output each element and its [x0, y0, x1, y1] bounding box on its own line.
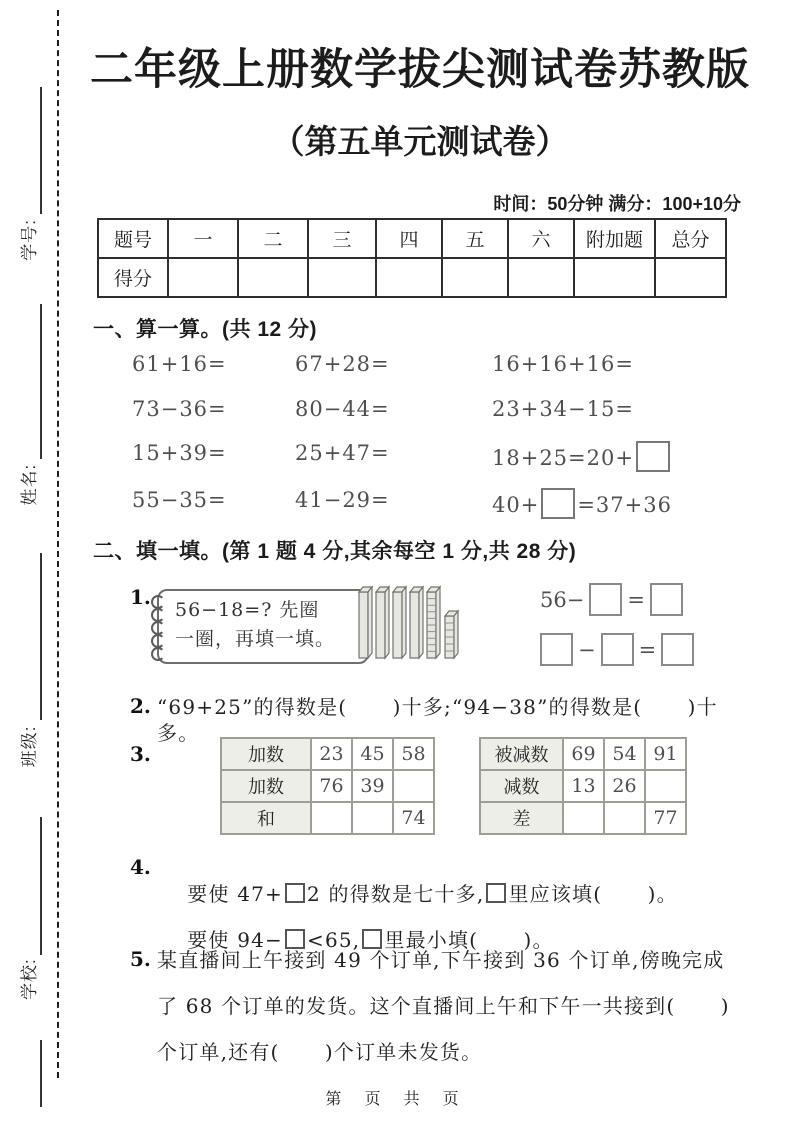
- math-problem: 55−35=: [132, 488, 227, 512]
- math-problem-with-box: [492, 488, 672, 519]
- question5-line2: 了 68 个订单的发货。这个直播间上午和下午一共接到( ): [157, 994, 730, 1018]
- score-table-header-row: [98, 219, 726, 258]
- equation-row: [540, 583, 699, 616]
- answer-box: [540, 633, 573, 666]
- base-ten-blocks-figure: [357, 580, 465, 664]
- seal-dashed-line: [57, 10, 59, 1078]
- table-cell: [604, 802, 645, 834]
- question-text: 里最小填( )。: [384, 928, 554, 952]
- write-line: [20, 817, 42, 955]
- section1-heading: 一、算一算。(共 12 分): [93, 318, 318, 341]
- equals-sign: =: [627, 587, 645, 612]
- math-problem: 73−36=: [132, 397, 227, 421]
- score-header-cell: 三: [308, 219, 376, 258]
- coil-ring-icon: [151, 634, 165, 648]
- math-problem: 15+39=: [132, 441, 227, 465]
- note-card-line2: 一圈，再填一填。: [175, 628, 336, 650]
- coil-ring-icon: [151, 608, 165, 622]
- paper-title: 二年级上册数学拔尖测试卷苏教版: [90, 46, 750, 94]
- row-label: 被减数: [480, 738, 563, 770]
- score-header-cell: 四: [376, 219, 442, 258]
- coil-ring-icon: [151, 647, 165, 661]
- math-problem-with-box: [492, 441, 672, 472]
- row-label: 加数: [221, 738, 311, 770]
- equation-row: [540, 633, 699, 666]
- table-cell: 26: [604, 770, 645, 802]
- score-header-cell: 题号: [98, 219, 168, 258]
- class-label: 班级:: [19, 725, 39, 768]
- table-cell: [352, 802, 393, 834]
- table-row: [480, 738, 686, 770]
- tens-rod: [359, 587, 372, 658]
- equals-sign: =: [638, 637, 657, 662]
- blank-box: [285, 883, 305, 903]
- table-row: [480, 802, 686, 834]
- score-header-cell: 二: [238, 219, 308, 258]
- coil-ring-icon: [151, 595, 165, 609]
- name-label: 姓名:: [19, 463, 39, 506]
- note-card-line1: 56−18=? 先圈: [175, 599, 320, 621]
- table-cell: [645, 770, 686, 802]
- time-score-info: 时间：50分钟 满分：100+10分: [493, 194, 741, 214]
- school-label: 学校:: [19, 958, 39, 1000]
- answer-box: [589, 583, 622, 616]
- question-text: <65,: [307, 928, 361, 952]
- section2-heading: 二、填一填。(第 1 题 4 分,其余每空 1 分,共 28 分): [93, 540, 577, 563]
- score-header-cell: 一: [168, 219, 238, 258]
- addition-fill-table: [220, 737, 435, 835]
- math-problem: 41−29=: [295, 488, 390, 512]
- math-problem: 25+47=: [295, 441, 390, 465]
- coil-ring-icon: [151, 621, 165, 635]
- math-problem: 80−44=: [295, 397, 390, 421]
- math-problem-text: 18+25=20+: [492, 446, 634, 470]
- tens-rod-segmented: [427, 587, 440, 658]
- question-text: 里应该填( )。: [508, 882, 678, 906]
- question-text: 2 的得数是七十多,: [307, 882, 485, 906]
- score-header-cell: 五: [442, 219, 508, 258]
- table-cell: 39: [352, 770, 393, 802]
- math-problem: 16+16+16=: [492, 352, 634, 376]
- question2-number: 2.: [130, 694, 151, 718]
- question5-line1: 某直播间上午接到 49 个订单,下午接到 36 个订单,傍晚完成: [157, 948, 725, 972]
- table-cell: 54: [604, 738, 645, 770]
- subtraction-fill-table: [479, 737, 687, 835]
- row-label: 和: [221, 802, 311, 834]
- equation-prefix: 56−: [540, 587, 585, 612]
- score-cell-empty: [308, 258, 376, 297]
- math-problem: 23+34−15=: [492, 397, 634, 421]
- question3-number: 3.: [130, 742, 151, 766]
- write-line: [20, 87, 42, 214]
- question-text: 要使 94−: [187, 928, 283, 952]
- row-label: 差: [480, 802, 563, 834]
- table-cell: 45: [352, 738, 393, 770]
- blank-box: [486, 883, 506, 903]
- answer-box: [661, 633, 694, 666]
- row-label: 减数: [480, 770, 563, 802]
- answer-box: [541, 488, 575, 519]
- table-cell: 69: [563, 738, 604, 770]
- student-info-sidebar: [12, 70, 42, 1115]
- table-row: [221, 770, 434, 802]
- row-label: 加数: [221, 770, 311, 802]
- question1-equations: [540, 583, 699, 666]
- table-cell: 13: [563, 770, 604, 802]
- question5-line3: 个订单,还有( )个订单未发货。: [157, 1040, 483, 1064]
- score-cell-empty: [508, 258, 574, 297]
- score-header-cell: 总分: [655, 219, 726, 258]
- write-line: [20, 553, 42, 720]
- table-row: [221, 738, 434, 770]
- question4-number: 4.: [130, 855, 151, 879]
- score-header-cell: 六: [508, 219, 574, 258]
- write-line: [20, 304, 42, 459]
- table-row: [221, 802, 434, 834]
- question2-text: “69+25”的得数是( )十多;“94−38”的得数是( )十多。: [157, 695, 718, 745]
- table-cell: 76: [311, 770, 352, 802]
- question-text: 要使 47+: [187, 882, 283, 906]
- table-cell: [563, 802, 604, 834]
- answer-box: [650, 583, 683, 616]
- math-problem: 61+16=: [132, 352, 227, 376]
- blank-box: [362, 929, 382, 949]
- table-cell: [311, 802, 352, 834]
- score-cell-empty: [574, 258, 655, 297]
- answer-box: [601, 633, 634, 666]
- score-cell-empty: [442, 258, 508, 297]
- hint-note-card: [157, 589, 369, 664]
- blank-box: [285, 929, 305, 949]
- answer-box: [636, 441, 670, 472]
- minus-sign: −: [578, 637, 596, 662]
- math-problem: 67+28=: [295, 352, 390, 376]
- table-cell: [393, 770, 434, 802]
- table-cell: 77: [645, 802, 686, 834]
- score-cell-empty: [376, 258, 442, 297]
- table-cell: 74: [393, 802, 434, 834]
- score-header-cell: 附加题: [574, 219, 655, 258]
- table-cell: 23: [311, 738, 352, 770]
- question5-number: 5.: [130, 947, 151, 971]
- score-table: [97, 218, 727, 298]
- paper-subtitle: （第五单元测试卷）: [271, 123, 569, 160]
- score-cell-empty: [238, 258, 308, 297]
- tens-rod: [393, 587, 406, 658]
- score-cell-empty: [168, 258, 238, 297]
- math-problem-text: 40+: [492, 493, 540, 517]
- table-cell: 91: [645, 738, 686, 770]
- math-problem-text: =37+36: [577, 493, 672, 517]
- table-cell: 58: [393, 738, 434, 770]
- score-row-label: 得分: [98, 258, 168, 297]
- tens-rod: [376, 587, 389, 658]
- question1-number: 1.: [130, 585, 151, 609]
- score-table-score-row: [98, 258, 726, 297]
- score-cell-empty: [655, 258, 726, 297]
- page-footer: 第 页 共 页: [325, 1089, 468, 1108]
- tens-rod: [410, 587, 423, 658]
- table-row: [480, 770, 686, 802]
- student-id-label: 学号:: [19, 219, 39, 261]
